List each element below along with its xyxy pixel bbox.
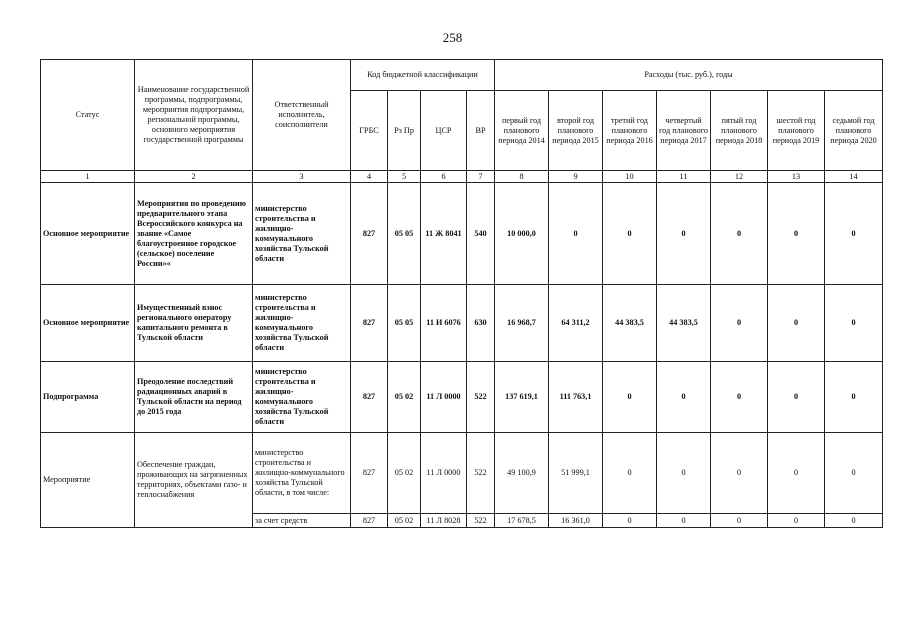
row-value-2019: 0	[768, 433, 825, 514]
row-value-2014: 17 678,5	[495, 514, 549, 528]
row-status: Основное мероприятие	[41, 285, 135, 362]
row-value-2020: 0	[825, 433, 883, 514]
row-value-2014: 49 100,9	[495, 433, 549, 514]
column-number: 10	[603, 171, 657, 183]
row-name: Мероприятия по проведению предварительного этапа Всероссийского конкурса на звание «Самое благоустроенное городское (сельское) поселение России»«	[135, 183, 253, 285]
row-value-2019: 0	[768, 362, 825, 433]
row-rzpr: 05 02	[388, 433, 421, 514]
row-grbs: 827	[351, 433, 388, 514]
column-number: 3	[253, 171, 351, 183]
column-number: 11	[657, 171, 711, 183]
row-rzpr: 05 02	[388, 514, 421, 528]
table-row	[41, 433, 883, 514]
row-value-2018: 0	[711, 285, 768, 362]
row-name: Имущественный взнос регионального оператору капитального ремонта в Тульской области	[135, 285, 253, 362]
header-kbk: Код бюджетной классификации	[351, 60, 495, 91]
row-rzpr: 05 05	[388, 285, 421, 362]
column-number: 7	[467, 171, 495, 183]
row-value-2017: 44 383,5	[657, 285, 711, 362]
row-responsible: министерство строительства и жилищно-коммунального хозяйства Тульской области	[253, 183, 351, 285]
row-value-2017: 0	[657, 514, 711, 528]
column-number: 13	[768, 171, 825, 183]
header-year-3: третий год планового периода 2016	[603, 91, 657, 171]
row-value-2020: 0	[825, 362, 883, 433]
row-value-2015: 111 763,1	[549, 362, 603, 433]
row-vr: 522	[467, 514, 495, 528]
row-vr: 522	[467, 433, 495, 514]
row-csr: 11 Л 0000	[421, 362, 467, 433]
column-number: 9	[549, 171, 603, 183]
row-csr: 11 Ж 8041	[421, 183, 467, 285]
header-expenses: Расходы (тыс. руб.), годы	[495, 60, 883, 91]
column-number: 8	[495, 171, 549, 183]
header-rzpr: Рз Пр	[388, 91, 421, 171]
header-year-6: шестой год планового периода 2019	[768, 91, 825, 171]
row-value-2014: 137 619,1	[495, 362, 549, 433]
header-year-7: седьмой год планового периода 2020	[825, 91, 883, 171]
row-rzpr: 05 02	[388, 362, 421, 433]
header-year-2: второй год планового периода 2015	[549, 91, 603, 171]
column-number-row	[41, 171, 883, 183]
row-value-2020: 0	[825, 285, 883, 362]
row-grbs: 827	[351, 362, 388, 433]
row-value-2019: 0	[768, 183, 825, 285]
row-status: Подпрограмма	[41, 362, 135, 433]
row-value-2015: 16 361,0	[549, 514, 603, 528]
row-responsible: министерство строительства и жилищно-коммунального хозяйства Тульской области, в том числе:	[253, 433, 351, 514]
column-number: 4	[351, 171, 388, 183]
header-year-1: первый год планового периода 2014	[495, 91, 549, 171]
row-vr: 540	[467, 183, 495, 285]
row-grbs: 827	[351, 183, 388, 285]
row-csr: 11 И 6076	[421, 285, 467, 362]
row-value-2016: 0	[603, 514, 657, 528]
row-status: Основное мероприятие	[41, 183, 135, 285]
row-value-2018: 0	[711, 433, 768, 514]
row-vr: 630	[467, 285, 495, 362]
row-value-2018: 0	[711, 362, 768, 433]
column-number: 12	[711, 171, 768, 183]
column-number: 14	[825, 171, 883, 183]
column-number: 2	[135, 171, 253, 183]
row-value-2014: 10 000,0	[495, 183, 549, 285]
header-responsible: Ответственный исполнитель, соисполнители	[253, 60, 351, 171]
header-year-4: четвертый год планового периода 2017	[657, 91, 711, 171]
row-value-2016: 0	[603, 183, 657, 285]
row-name: Обеспечение граждан, проживающих на загрязненных территориях, объектами газо- и теплоснабжения	[135, 433, 253, 528]
row-value-2017: 0	[657, 362, 711, 433]
row-responsible: за счет средств	[253, 514, 351, 528]
table-row	[41, 183, 883, 285]
page-number: 258	[442, 30, 463, 45]
budget-table	[40, 59, 883, 528]
header-status: Статус	[41, 60, 135, 171]
table-row	[41, 285, 883, 362]
row-value-2018: 0	[711, 514, 768, 528]
row-value-2019: 0	[768, 285, 825, 362]
column-number: 1	[41, 171, 135, 183]
row-value-2015: 51 999,1	[549, 433, 603, 514]
row-responsible: министерство строительства и жилищно-коммунального хозяйства Тульской области	[253, 285, 351, 362]
row-value-2017: 0	[657, 183, 711, 285]
column-number: 6	[421, 171, 467, 183]
row-value-2016: 0	[603, 362, 657, 433]
header-grbs: ГРБС	[351, 91, 388, 171]
row-value-2017: 0	[657, 433, 711, 514]
row-value-2020: 0	[825, 183, 883, 285]
row-grbs: 827	[351, 285, 388, 362]
column-number: 5	[388, 171, 421, 183]
header-year-5: пятый год планового периода 2018	[711, 91, 768, 171]
row-value-2020: 0	[825, 514, 883, 528]
row-grbs: 827	[351, 514, 388, 528]
row-name: Преодоление последствий радиационных аварий в Тульской области на период до 2015 года	[135, 362, 253, 433]
row-value-2016: 44 383,5	[603, 285, 657, 362]
header-row	[41, 60, 883, 91]
header-vr: ВР	[467, 91, 495, 171]
row-value-2019: 0	[768, 514, 825, 528]
row-vr: 522	[467, 362, 495, 433]
row-value-2018: 0	[711, 183, 768, 285]
header-csr: ЦСР	[421, 91, 467, 171]
row-rzpr: 05 05	[388, 183, 421, 285]
row-status: Мероприятие	[41, 433, 135, 528]
table-row	[41, 362, 883, 433]
row-csr: 11 Л 8028	[421, 514, 467, 528]
row-value-2015: 64 311,2	[549, 285, 603, 362]
row-value-2015: 0	[549, 183, 603, 285]
row-responsible: министерство строительства и жилищно-коммунального хозяйства Тульской области	[253, 362, 351, 433]
row-csr: 11 Л 0000	[421, 433, 467, 514]
header-name: Наименование государственной программы, подпрограммы, мероприятия подпрограммы, региональной программы, основного мероприятия государственной программы	[135, 60, 253, 171]
row-value-2014: 16 968,7	[495, 285, 549, 362]
row-value-2016: 0	[603, 433, 657, 514]
